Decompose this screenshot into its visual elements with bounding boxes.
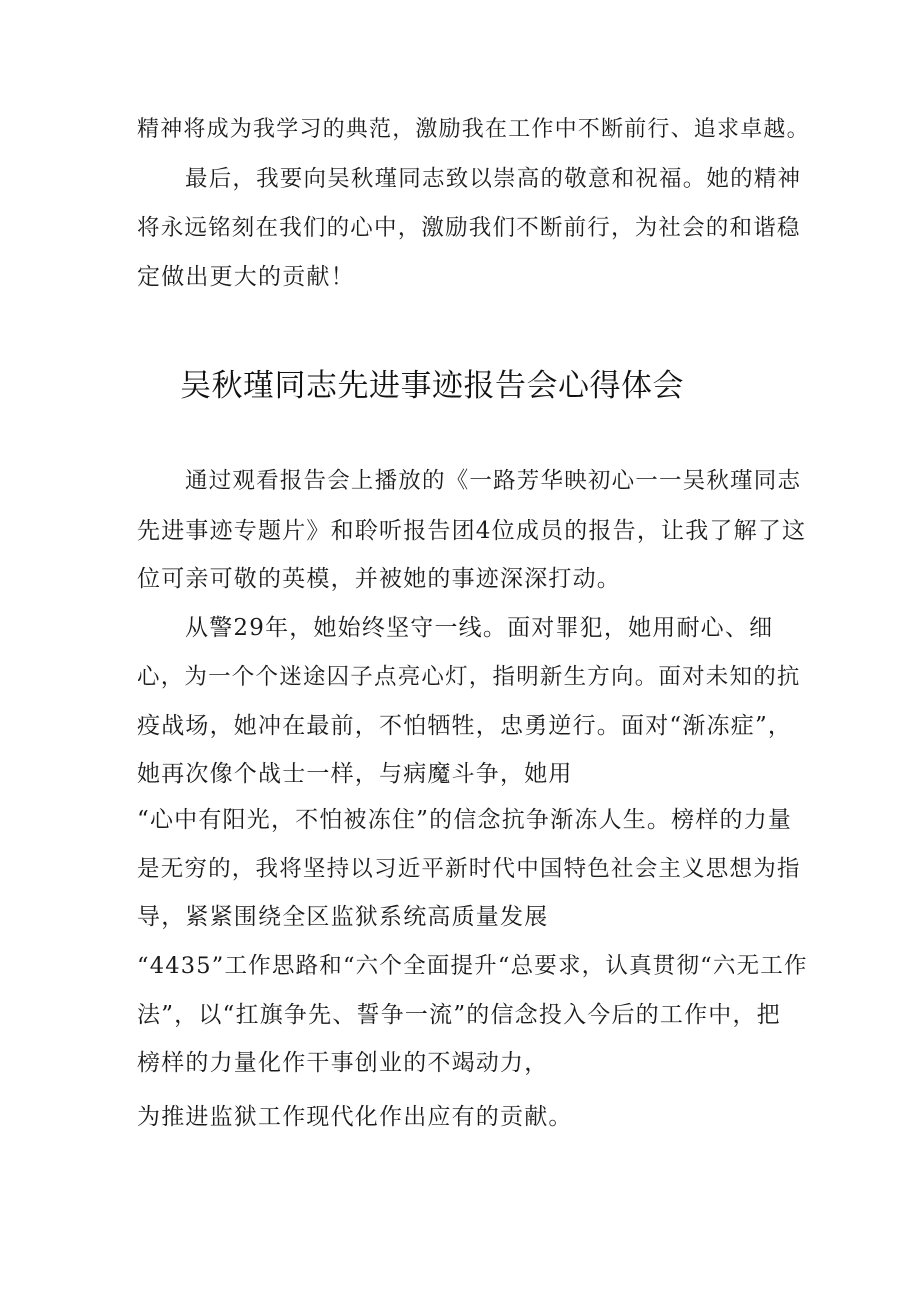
article-title: 吴秋瑾同志先进事迹报告会心得体会 bbox=[180, 368, 684, 404]
text-line: 通过观看报告会上播放的《一路芳华映初心一一吴秋瑾同志 bbox=[185, 468, 802, 494]
text-line: 最后，我要向吴秋瑾同志致以崇高的敬意和祝福。她的精神 bbox=[185, 166, 802, 192]
text-line: “4435”工作思路和“六个全面提升“总要求，认真贯彻“六无工作 bbox=[137, 953, 808, 979]
text-line: 是无穷的，我将坚持以习近平新时代中国特色社会主义思想为指 bbox=[137, 856, 801, 882]
text-line: 心，为一个个迷途囚子点亮心灯，指明新生方向。面对未知的抗 bbox=[137, 664, 801, 690]
text-line: “心中有阳光，不怕被冻住”的信念抗争渐冻人生。榜样的力量 bbox=[137, 807, 793, 833]
text-line: 疫战场，她冲在最前，不怕牺牲，忠勇逆行。面对“渐冻症”， bbox=[137, 713, 793, 739]
text-line: 导，紧紧围绕全区监狱系统高质量发展 bbox=[137, 904, 549, 930]
text-line: 她再次像个战士一样，与病魔斗争，她用 bbox=[137, 761, 573, 787]
text-line: 先进事迹专题片》和聆听报告团4位成员的报告，让我了解了这 bbox=[137, 518, 807, 544]
text-line: 榜样的力量化作干事创业的不竭动力， bbox=[137, 1050, 549, 1076]
text-line: 从警29年，她始终坚守一线。面对罪犯，她用耐心、细 bbox=[185, 615, 774, 641]
text-line: 位可亲可敬的英模，并被她的事迹深深打动。 bbox=[137, 566, 621, 592]
text-line: 为推进监狱工作现代化作出应有的贡献。 bbox=[137, 1104, 573, 1130]
text-line: 将永远铭刻在我们的心中，激励我们不断前行，为社会的和谐稳 bbox=[137, 215, 801, 241]
text-line: 定做出更大的贡献！ bbox=[137, 264, 355, 290]
text-line: 法”，以“扛旗争先、誓争一流”的信念投入今后的工作中，把 bbox=[137, 1002, 781, 1028]
text-line: 精神将成为我学习的典范，激励我在工作中不断前行、追求卓越。 bbox=[137, 117, 810, 142]
